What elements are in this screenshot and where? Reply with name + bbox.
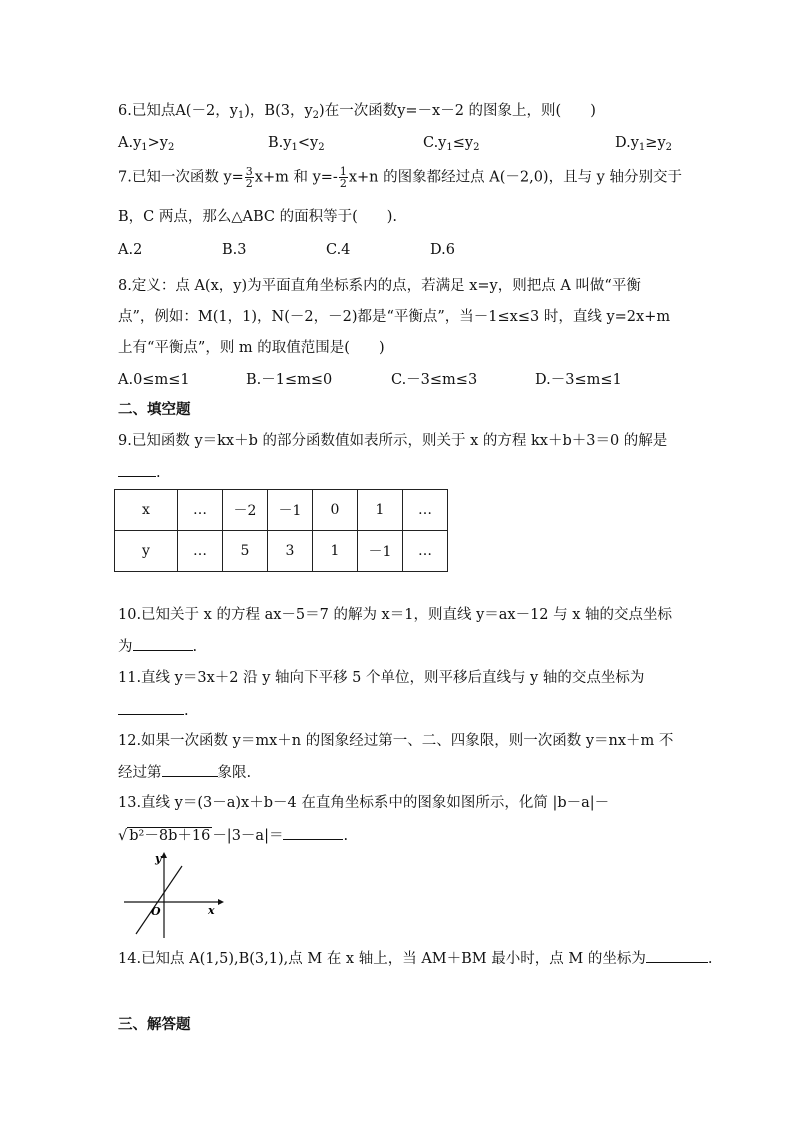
table-cell: …: [178, 531, 223, 572]
q6-option-b: $B.y_1<y_2$: [268, 135, 325, 153]
q7-stem: 7.已知一次函数 y= $\frac{3}{2}$ x+m 和 y=- $\frac{1}{2}$ x+n 的图象都经过点 A(－2,0)，且与 y 轴分别交于: [118, 165, 682, 190]
q6-option-c: $C.y_1\le y_2$: [423, 135, 480, 153]
q12-answer-line: 经过第 象限.: [118, 762, 251, 783]
q7-option-d: D.6: [430, 242, 455, 258]
q8-option-b: B.－1≤m≤0: [246, 372, 333, 388]
radical-sign-icon: √: [118, 828, 128, 844]
q9-answer-line: .: [118, 462, 161, 483]
q14-answer-blank[interactable]: [646, 948, 708, 963]
table-cell: y: [115, 531, 178, 572]
q7-option-c: C.4: [326, 242, 351, 258]
table-cell: －1: [358, 531, 403, 572]
table-cell: …: [403, 531, 448, 572]
y-axis-arrow-icon: [161, 852, 167, 858]
square-root: √ b²－8b＋16: [118, 828, 211, 844]
q8-option-a: A.0≤m≤1: [118, 372, 190, 388]
q14-stem: 14.已知点 A(1,5),B(3,1),点 M 在 x 轴上，当 AM＋BM 最小时，点 M 的坐标为 .: [118, 948, 712, 969]
fraction-1-2: $\frac{1}{2}$: [339, 165, 347, 190]
q8-option-c: C.－3≤m≤3: [391, 372, 478, 388]
origin-label: O: [151, 905, 161, 918]
q8-stem-line3: 上有“平衡点”，则 m 的取值范围是( ): [118, 340, 385, 356]
table-cell: …: [178, 490, 223, 531]
q10-stem: 10.已知关于 x 的方程 ax－5＝7 的解为 x＝1，则直线 y＝ax－12 与 x 轴的交点坐标: [118, 607, 673, 623]
table-cell: 5: [223, 531, 268, 572]
x-axis-label: x: [208, 904, 215, 917]
q11-answer-blank[interactable]: [118, 700, 184, 715]
q8-stem-line1: 8.定义：点 A(x，y)为平面直角坐标系内的点，若满足 x=y，则把点 A 叫做“平衡: [118, 278, 641, 294]
table-cell: －1: [268, 490, 313, 531]
q12-answer-blank[interactable]: [162, 762, 218, 777]
q7-stem-line2: B，C 两点，那么△ABC 的面积等于( ).: [118, 209, 398, 225]
q10-answer-line: 为 .: [118, 636, 197, 657]
fraction-3-2: $\frac{3}{2}$: [245, 165, 253, 190]
q6-option-a: $A.y_1>y_2$: [118, 135, 175, 153]
section-fill-in-title: 二、填空题: [118, 402, 191, 418]
q7-option-a: A.2: [118, 242, 143, 258]
q6-option-d: $D.y_1\ge y_2$: [615, 135, 673, 153]
table-cell: x: [115, 490, 178, 531]
graph-line: [136, 866, 182, 934]
q11-stem: 11.直线 y＝3x＋2 沿 y 轴向下平移 5 个单位，则平移后直线与 y 轴的交点坐标为: [118, 670, 645, 686]
table-row: [115, 531, 448, 572]
table-row: [115, 490, 448, 531]
section-solve-title: 三、解答题: [118, 1017, 191, 1033]
q11-answer-line: .: [118, 700, 189, 721]
q9-answer-blank[interactable]: [118, 462, 156, 477]
q13-answer-line: √ b²－8b＋16 －|3－a|＝ .: [118, 825, 348, 846]
q6-stem: 6.已知点A(－2，$y_1$)，B(3，$y_2$)在一次函数y=－x－2 的图象上，则( ): [118, 103, 596, 121]
table-cell: －2: [223, 490, 268, 531]
table-cell: 3: [268, 531, 313, 572]
q13-answer-blank[interactable]: [283, 825, 343, 840]
q8-option-d: D.－3≤m≤1: [535, 372, 622, 388]
q7-option-b: B.3: [222, 242, 247, 258]
q10-answer-blank[interactable]: [133, 636, 193, 651]
table-cell: 0: [313, 490, 358, 531]
q13-graph: [118, 850, 228, 940]
x-axis-arrow-icon: [218, 899, 224, 905]
q8-stem-line2: 点”，例如：M(1，1)，N(－2，－2)都是“平衡点”，当－1≤x≤3 时，直线 y=2x+m: [118, 309, 671, 325]
table-cell: 1: [313, 531, 358, 572]
q9-stem: 9.已知函数 y＝kx＋b 的部分函数值如表所示，则关于 x 的方程 kx＋b＋3＝0 的解是: [118, 433, 668, 449]
table-cell: 1: [358, 490, 403, 531]
table-cell: …: [403, 490, 448, 531]
y-axis-label: y: [155, 852, 162, 865]
q13-stem: 13.直线 y＝(3－a)x＋b－4 在直角坐标系中的图象如图所示，化简 |b－a|－: [118, 795, 610, 811]
q12-stem: 12.如果一次函数 y＝mx＋n 的图象经过第一、二、四象限，则一次函数 y＝nx＋m 不: [118, 733, 674, 749]
q9-value-table: [114, 489, 448, 572]
